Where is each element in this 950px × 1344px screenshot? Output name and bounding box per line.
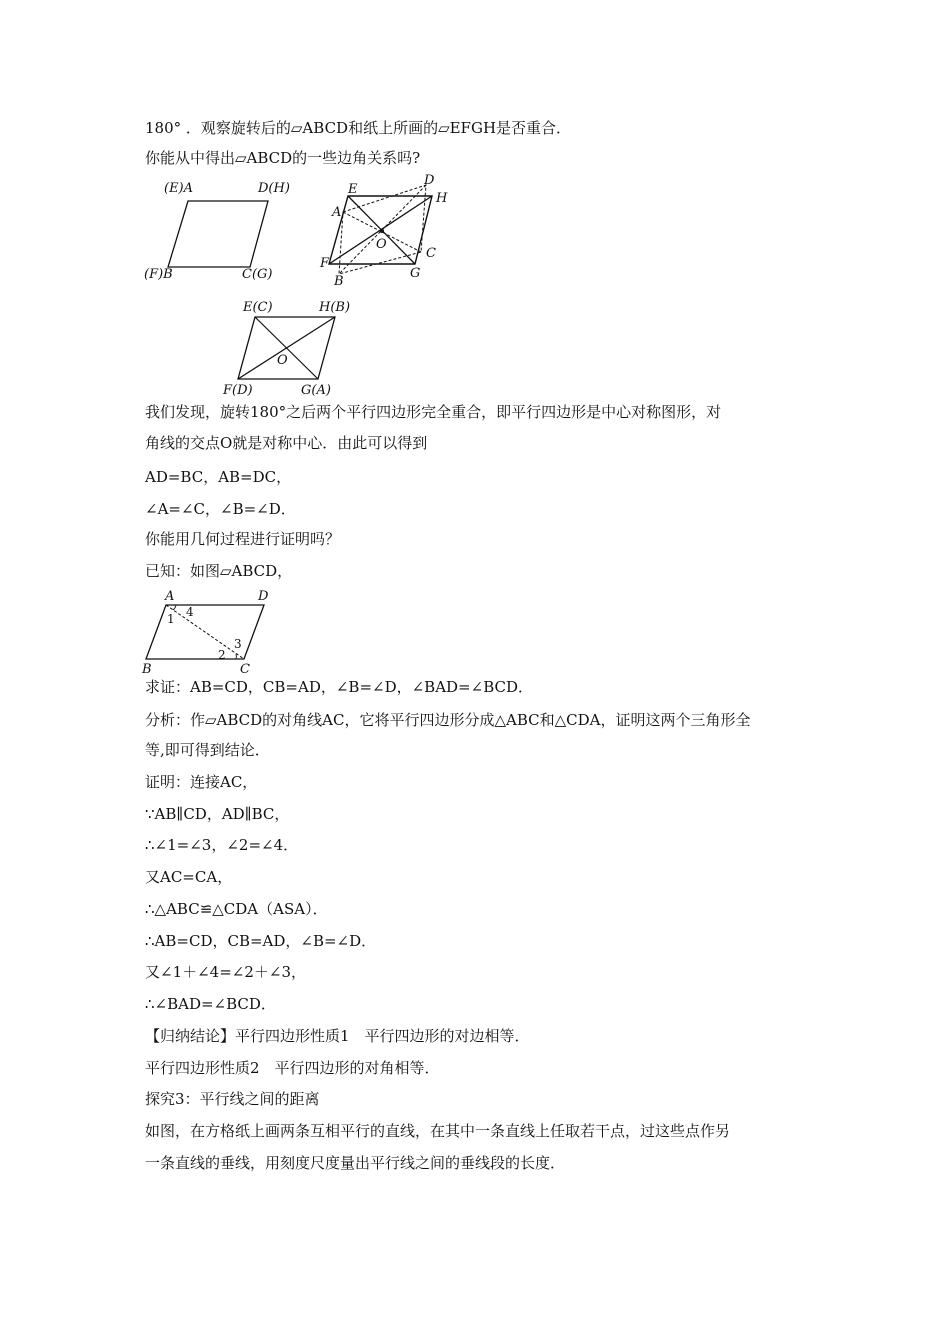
vertex-label-h: H — [436, 191, 448, 206]
vertex-label-ga: G(A) — [301, 383, 331, 398]
diagonal-ac — [166, 605, 244, 659]
text-line: 证明：连接AC， — [145, 773, 258, 791]
angle-label-1: 1 — [167, 612, 175, 626]
text-line: ∴∠1=∠3，∠2=∠4． — [145, 836, 299, 854]
text-line: 如图，在方格纸上画两条互相平行的直线，在其中一条直线上任取若干点，过这些点作另 — [145, 1122, 731, 1140]
text-line: ∠A=∠C，∠B=∠D． — [145, 500, 296, 518]
vertex-label-d: D — [258, 589, 269, 604]
text-line: AD=BC，AB=DC， — [145, 468, 292, 486]
vertex-label-e: E — [348, 182, 358, 197]
vertex-label-c: C — [426, 246, 436, 261]
text-line: 你能用几何过程进行证明吗？ — [145, 530, 341, 548]
text-line: 一条直线的垂线，用刻度尺度量出平行线之间的垂线段的长度． — [145, 1154, 566, 1172]
text-line: 平行四边形性质2 平行四边形的对角相等． — [145, 1059, 440, 1077]
parallelogram-abcd-figure — [140, 175, 315, 285]
text-line: 180° ．观察旋转后的▱ABCD和纸上所画的▱EFGH是否重合． — [145, 119, 572, 137]
vertex-label-a: A — [165, 589, 175, 604]
text-line: 求证：AB=CD，CB=AD，∠B=∠D，∠BAD=∠BCD． — [145, 678, 534, 696]
text-line: 角线的交点O就是对称中心．由此可以得到 — [145, 434, 428, 452]
vertex-label-dh: D(H) — [258, 181, 290, 196]
vertex-label-ec: E(C) — [243, 300, 273, 315]
vertex-label-g: G — [410, 266, 421, 281]
text-line: ∴∠BAD=∠BCD． — [145, 995, 276, 1013]
parallelogram-proof-figure — [140, 588, 280, 676]
center-label-o: O — [376, 237, 387, 252]
rotation-overlay-figure — [318, 172, 458, 287]
vertex-label-c: C — [240, 662, 250, 677]
vertex-label-b: B — [334, 274, 344, 289]
vertex-label-a: A — [332, 205, 342, 220]
vertex-label-f: F — [320, 256, 330, 271]
vertex-label-fd: F(D) — [223, 383, 253, 398]
angle-arc-1 — [173, 605, 176, 610]
vertex-label-fb: (F)B — [144, 267, 173, 282]
center-label-o: O — [277, 353, 288, 368]
text-line: 我们发现，旋转180°之后两个平行四边形完全重合，即平行四边形是中心对称图形，对 — [145, 403, 722, 421]
rotated-result-figure — [215, 295, 375, 405]
text-line: ∴AB=CD，CB=AD，∠B=∠D． — [145, 932, 377, 950]
vertex-label-cg: C(G) — [242, 267, 273, 282]
vertex-label-b: B — [142, 662, 152, 677]
vertex-label-hb: H(B) — [319, 300, 351, 315]
text-line: 【归纳结论】平行四边形性质1 平行四边形的对边相等． — [145, 1027, 530, 1045]
center-point — [380, 229, 384, 233]
parallelogram-shape — [168, 201, 268, 267]
text-line: 已知：如图▱ABCD， — [145, 562, 293, 580]
vertex-label-d: D — [424, 173, 435, 188]
angle-label-4: 4 — [186, 605, 194, 619]
text-line: 你能从中得出▱ABCD的一些边角关系吗? — [145, 149, 421, 167]
text-line: 探究3：平行线之间的距离 — [145, 1090, 320, 1108]
angle-label-3: 3 — [234, 637, 242, 651]
vertex-label-ea: (E)A — [164, 181, 194, 196]
text-line: 分析：作▱ABCD的对角线AC，它将平行四边形分成△ABC和△CDA，证明这两个三角形全 — [145, 711, 751, 729]
text-line: 又∠1＋∠4=∠2＋∠3， — [145, 963, 307, 981]
angle-label-2: 2 — [218, 648, 226, 662]
text-line: ∴△ABC≌△CDA（ASA）． — [145, 900, 328, 918]
text-line: 又AC=CA， — [145, 868, 233, 886]
text-line: ∵AB∥CD，AD∥BC， — [145, 805, 290, 823]
text-line: 等,即可得到结论． — [145, 741, 270, 759]
